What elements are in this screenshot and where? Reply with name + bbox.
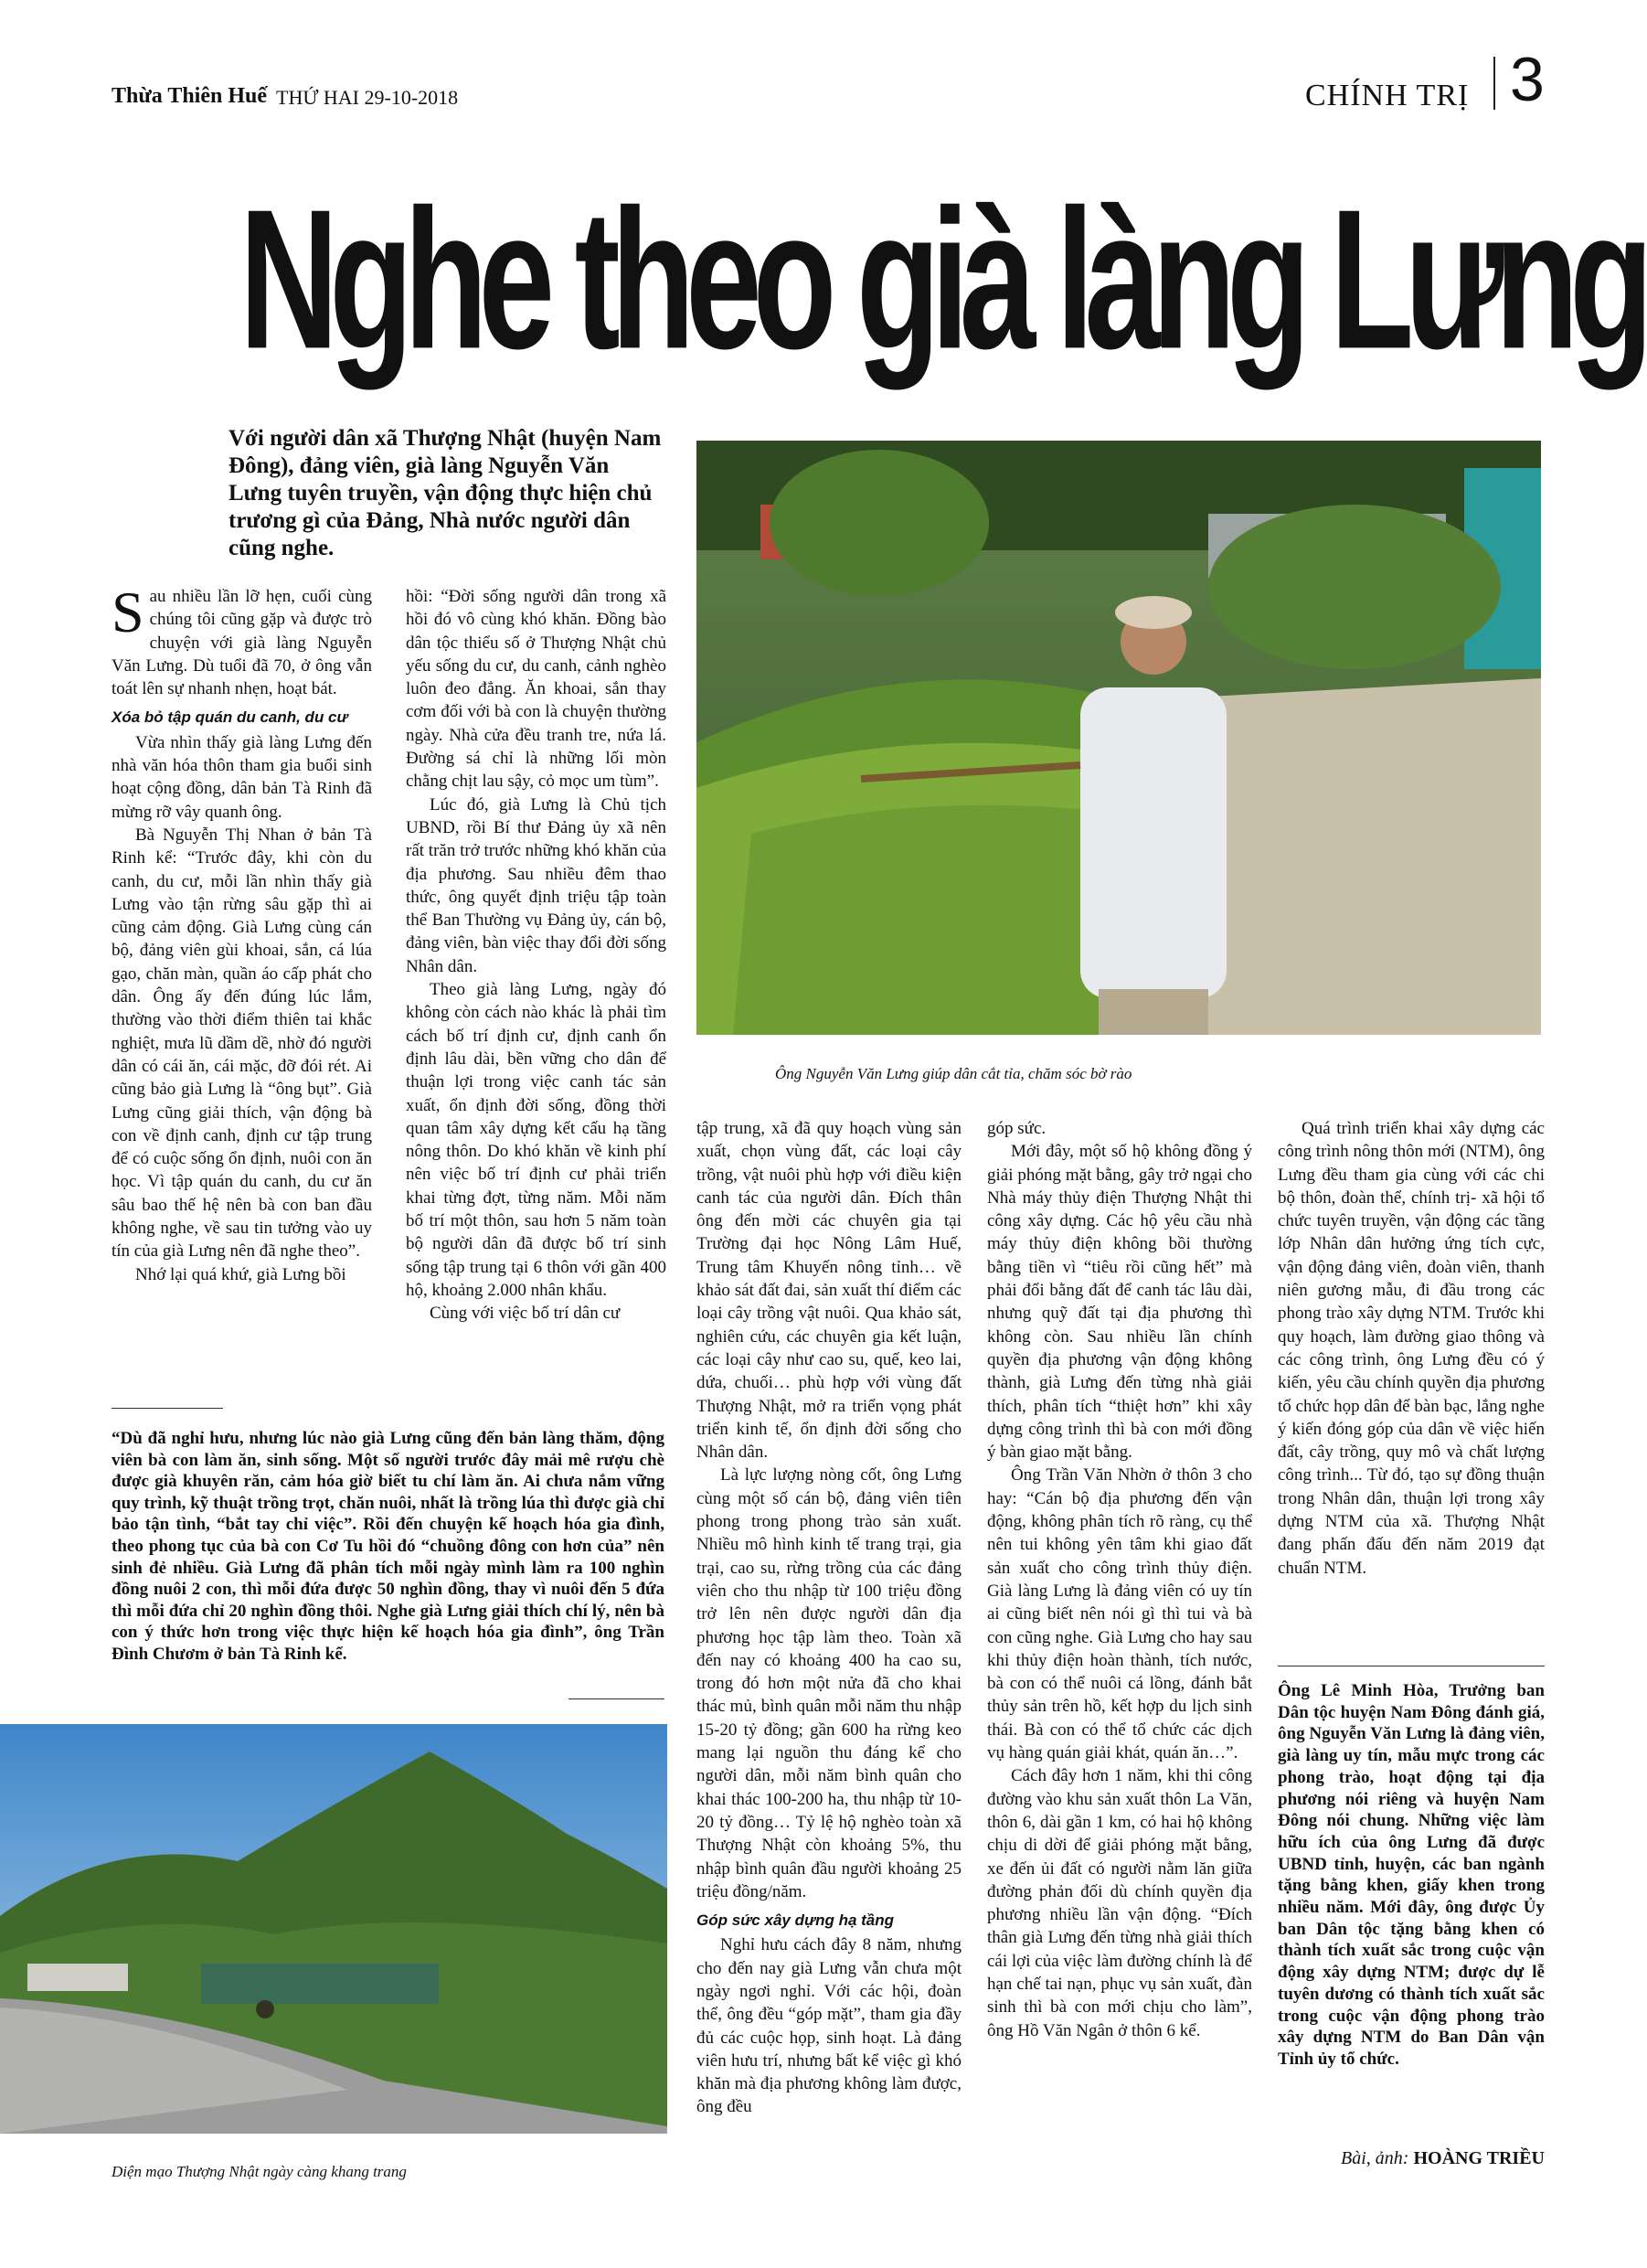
paragraph: Quá trình triển khai xây dựng các công trình nông thôn mới (NTM), ông Lưng đều tham gia cùng với các chi bộ thôn, đoàn thể, chính trị- xã hội tổ chức tuyên truyền, vận động các tầng lớp Nhân dân hưởng ứng tích cực, vận động đảng viên, đoàn viên, thanh niên gương mẫu, đi đầu trong các phong trào xây dựng NTM. Trước khi quy hoạch, làm đường giao thông và các công trình, ông Lưng đều có ý kiến, yêu cầu chính quyền địa phương tổ chức họp dân để bàn bạc, lắng nghe ý kiến đóng góp của dân về việc hiến đất, cây trồng, quy mô và chất lượng công trình... Từ đó, tạo sự đồng thuận trong Nhân dân, thuận lợi trong xây dựng NTM của xã. Thượng Nhật đang phấn đấu đến năm 2019 đạt chuẩn NTM.: [1278, 1119, 1545, 1578]
paragraph: Theo già làng Lưng, ngày đó không còn cách nào khác là phải tìm cách bố trí định cư, định canh ổn định lâu dài, bền vững cho dân để thuận lợi trong việc canh tác sản xuất, ổn định đời sống, đồng thời quan tâm xây dựng kết cấu hạ tầng nông thôn. Do khó khăn về kinh phí nên việc bố trí định cư phải triển khai từng đợt, từng năm. Mỗi năm bố trí một thôn, sau hơn 5 năm toàn bộ người dân đã được bố trí sinh sống tập trung tại 6 thôn với gần 400 hộ, khoảng 2.000 nhân khẩu.: [406, 980, 666, 1300]
article-title: Nghe theo già làng Lưng: [239, 167, 1644, 390]
photo-village-landscape: [0, 1724, 667, 2134]
quote-rule-bottom: [568, 1698, 664, 1699]
column-5: [1278, 1117, 1545, 1580]
column-4: [987, 1117, 1252, 2042]
photo1-caption: Ông Nguyễn Văn Lưng giúp dân cắt tỉa, chăm sóc bờ rào: [775, 1065, 1132, 1082]
byline-author: HOÀNG TRIỀU: [1413, 2148, 1545, 2168]
paragraph: Cùng với việc bố trí dân cư: [430, 1304, 621, 1324]
subheading-2: Góp sức xây dựng hạ tầng: [696, 1911, 895, 1930]
paragraph: góp sức.: [987, 1119, 1047, 1138]
byline-prefix: Bài, ảnh:: [1341, 2148, 1409, 2168]
paragraph: Là lực lượng nòng cốt, ông Lưng cùng một số cán bộ, đảng viên tiên phong trong phong trào sản xuất. Nhiều mô hình kinh tế trang trại, gia trại, cao su, rừng trồng của các đảng viên cho thu nhập từ 100 triệu đồng trở lên nên được người dân địa phương học tập làm theo. Toàn xã đến nay có khoảng 400 ha cao su, trong đó hơn một nửa đã cho khai thác mủ, bình quân mỗi năm thu nhập 15-20 tỷ đồng; gần 600 ha rừng keo mang lại nguồn thu đáng kể cho người dân, mỗi năm bình quân cho khai thác 100-200 ha, thu nhập từ 10-20 tỷ đồng… Tỷ lệ hộ nghèo toàn xã Thượng Nhật còn khoảng 5%, thu nhập bình quân đầu người khoảng 25 triệu đồng/năm.: [696, 1465, 962, 1901]
byline: [1334, 2148, 1545, 2169]
article-lead: Với người dân xã Thượng Nhật (huyện Nam Đông), đảng viên, già làng Nguyễn Văn Lưng tuyên truyền, vận động thực hiện chủ trương gì của Đảng, Nhà nước người dân cũng nghe.: [228, 426, 662, 560]
masthead: Thừa Thiên Huế: [112, 84, 268, 108]
subheading-1: Xóa bỏ tập quán du canh, du cư: [112, 708, 348, 727]
photo-hedge-trimming: [696, 441, 1541, 1035]
paragraph: Ông Trần Văn Nhờn ở thôn 3 cho hay: “Cán bộ địa phương đến vận động, không phân tích rõ ràng, cụ thể nên tui không yên tâm khi giao đất sản xuất cho công trình thủy điện. Già làng Lưng là đảng viên có uy tín ai cũng biết nên nói gì thì tui và bà con cũng nghe. Già Lưng cho hay sau khi thủy điện hoàn thành, tích nước, bà con có thể nuôi cá lồng, đánh bắt thủy sản trên hồ, kết hợp du lịch sinh thái. Bà con có thể tổ chức các dịch vụ hàng quán giải khát, quán ăn…”.: [987, 1465, 1252, 1763]
paragraph: Nhớ lại quá khứ, già Lưng bồi: [135, 1264, 346, 1284]
paragraph: Mới đây, một số hộ không đồng ý giải phóng mặt bằng, gây trở ngại cho Nhà máy thủy điện Thượng Nhật thi công xây dựng. Các hộ yêu cầu nhà máy thủy điện không bồi thường bằng tiền vì “tiêu rồi cũng hết” mà phải đổi bằng đất để canh tác lâu dài, nhưng quỹ đất tại địa phương thì không còn. Sau nhiều lần chính quyền địa phương vận động không thành, già Lưng đến từng nhà giải thích, phân tích “thiệt hơn” khi xây dựng công trình thì bà con mới đồng ý bàn giao mặt bằng.: [987, 1142, 1252, 1463]
page-number: 3: [1510, 45, 1545, 114]
column-2: [406, 585, 666, 1326]
issue-date: THỨ HAI 29-10-2018: [276, 86, 459, 109]
paragraph: Vừa nhìn thấy già làng Lưng đến nhà văn hóa thôn tham gia buổi sinh hoạt cộng đồng, dân bản Tà Rinh đã mừng rỡ vây quanh ông.: [112, 732, 372, 822]
pull-quote: “Dù đã nghỉ hưu, nhưng lúc nào già Lưng cũng đến bản làng thăm, động viên bà con làm ăn, sinh sống. Một số người trước đây mải mê rượu chè được già khuyên răn, cảm hóa giờ biết tu chí làm ăn. Ai chưa nắm vững quy trình, kỹ thuật trồng trọt, chăn nuôi, nhất là trồng lúa thì được già chỉ bảo tận tình, “bắt tay chỉ việc”. Rồi đến chuyện kế hoạch hóa gia đình, theo phong tục của bà con Cơ Tu hồi đó “chuồng đông con hơn của” nên sinh đẻ nhiều. Già Lưng đã phân tích mỗi ngày mình làm ra 100 nghìn đồng nuôi 2 con, thì mỗi đứa được 50 nghìn đồng, thay vì nuôi đến 5 đứa thì mỗi đứa chỉ 20 nghìn đồng thôi. Nghe già Lưng giải thích chí lý, nên bà con ý thức hơn trong việc thực hiện kế hoạch hóa gia đình”, ông Trần Đình Chươm ở bản Tà Rinh kể.: [112, 1429, 664, 1664]
header-divider: [1493, 57, 1495, 110]
paragraph: Sau nhiều lần lỡ hẹn, cuối cùng chúng tôi cũng gặp và được trò chuyện với già làng Nguyễn Văn Lưng. Dù tuổi đã 70, ở ông vẫn toát lên sự nhanh nhẹn, hoạt bát.: [112, 580, 372, 699]
dropcap: S: [112, 580, 144, 644]
paragraph: Cách đây hơn 1 năm, khi thi công đường vào khu sản xuất thôn La Văn, thôn 6, dài gần 1 km, có hai hộ không chịu di dời để giải phóng mặt bằng, xe đến ủi đất có người nằm lăn giữa đường phản đối dù chính quyền địa phương nhiều lần vận động. “Đích thân già Lưng đến từng nhà giải thích cái lợi của việc làm đường chính là để hạn chế tai nạn, phục vụ sản xuất, đàn sinh thì bà con mới chịu cho làm”, ông Hồ Văn Ngân ở thôn 6 kể.: [987, 1766, 1252, 2040]
quote-rule-top: [112, 1408, 223, 1409]
paragraph: Bà Nguyễn Thị Nhan ở bản Tà Rinh kể: “Trước đây, khi còn du canh, du cư, mỗi lần nhìn thấy già Lưng vào tận rừng sâu gặp thì ai cũng cảm động. Già Lưng cùng cán bộ, đảng viên gùi khoai, sắn, cá lúa gạo, chăn màn, quần áo cấp phát cho dân. Ông ấy đến đúng lúc lắm, thường vào thời điểm thiên tai khắc nghiệt, mưa lũ dầm dề, nhờ đó người dân có cái ăn, cái mặc, đỡ đói rét. Ai cũng bảo già Lưng là “ông bụt”. Già Lưng cũng giải thích, vận động bà con về định canh, định cư tập trung để có cuộc sống ổn định, nuôi con ăn học. Vì tập quán du canh, du cư ăn sâu bao thế hệ nên bà con ban đầu không nghe, về sau tin tưởng vào uy tín của già Lưng nên đã nghe theo”.: [112, 825, 372, 1262]
column-3: [696, 1117, 962, 2119]
paragraph: Nghỉ hưu cách đây 8 năm, nhưng cho đến nay già Lưng vẫn chưa một ngày ngơi nghỉ. Với các hội, đoàn thể, ông đều “góp mặt”, tham gia đầy đủ các cuộc họp, sinh hoạt. Là đảng viên hưu trí, nhưng bất kể việc gì khó khăn mà địa phương không làm được, ông đều: [696, 1935, 962, 2117]
paragraph: Lúc đó, già Lưng là Chủ tịch UBND, rồi Bí thư Đảng ủy xã nên rất trăn trở trước những khó khăn của địa phương. Sau nhiều đêm thao thức, ông quyết định triệu tập toàn thể Ban Thường vụ Đảng ủy, cán bộ, đảng viên, bàn việc thay đổi đời sống Nhân dân.: [406, 794, 666, 976]
paragraph: hồi: “Đời sống người dân trong xã hồi đó vô cùng khó khăn. Đồng bào dân tộc thiểu số ở Thượng Nhật chủ yếu sống du cư, du canh, cảnh nghèo luôn đeo đẳng. Ăn khoai, sắn thay cơm đối với bà con là chuyện thường ngày. Nhà cửa đều tranh tre, nứa lá. Đường sá chỉ là những lối mòn chằng chịt lau sậy, cỏ mọc um tùm”.: [406, 587, 666, 792]
section-name: CHÍNH TRỊ: [1305, 79, 1470, 112]
photo2-caption: Diện mạo Thượng Nhật ngày càng khang trang: [112, 2163, 407, 2180]
sidebar-box: Ông Lê Minh Hòa, Trưởng ban Dân tộc huyện Nam Đông đánh giá, ông Nguyễn Văn Lưng là đảng viên, già làng uy tín, mẫu mực trong các phong trào, hoạt động tại địa phương nói riêng và huyện Nam Đông nói chung. Những việc làm hữu ích của ông Lưng đã được UBND tỉnh, huyện, các ban ngành tặng bằng khen, giấy khen trong nhiều năm. Mới đây, ông được Ủy ban Dân tộc tặng bằng khen có thành tích xuất sắc trong cuộc vận động xây dựng NTM; được dự lễ tuyên dương có thành tích xuất sắc trong cuộc vận động phong trào xây dựng NTM do Ban Dân vận Tỉnh ủy tổ chức.: [1278, 1681, 1545, 2069]
column-1: [112, 580, 372, 1286]
paragraph: tập trung, xã đã quy hoạch vùng sản xuất, chọn vùng đất, các loại cây trồng, vật nuôi phù hợp với điều kiện canh tác của người dân. Đích thân ông đến mời các chuyên gia tại Trường đại học Nông Lâm Huế, Trung tâm Khuyến nông tỉnh… về khảo sát đất đai, sản xuất thí điểm các loại cây trồng vật nuôi. Qua khảo sát, nghiên cứu, các chuyên gia kết luận, các loại cây như cao su, quế, keo lai, dứa, chuối… phù hợp với vùng đất Thượng Nhật, mở ra triển vọng phát triển kinh tế, ổn định đời sống cho Nhân dân.: [696, 1119, 962, 1463]
